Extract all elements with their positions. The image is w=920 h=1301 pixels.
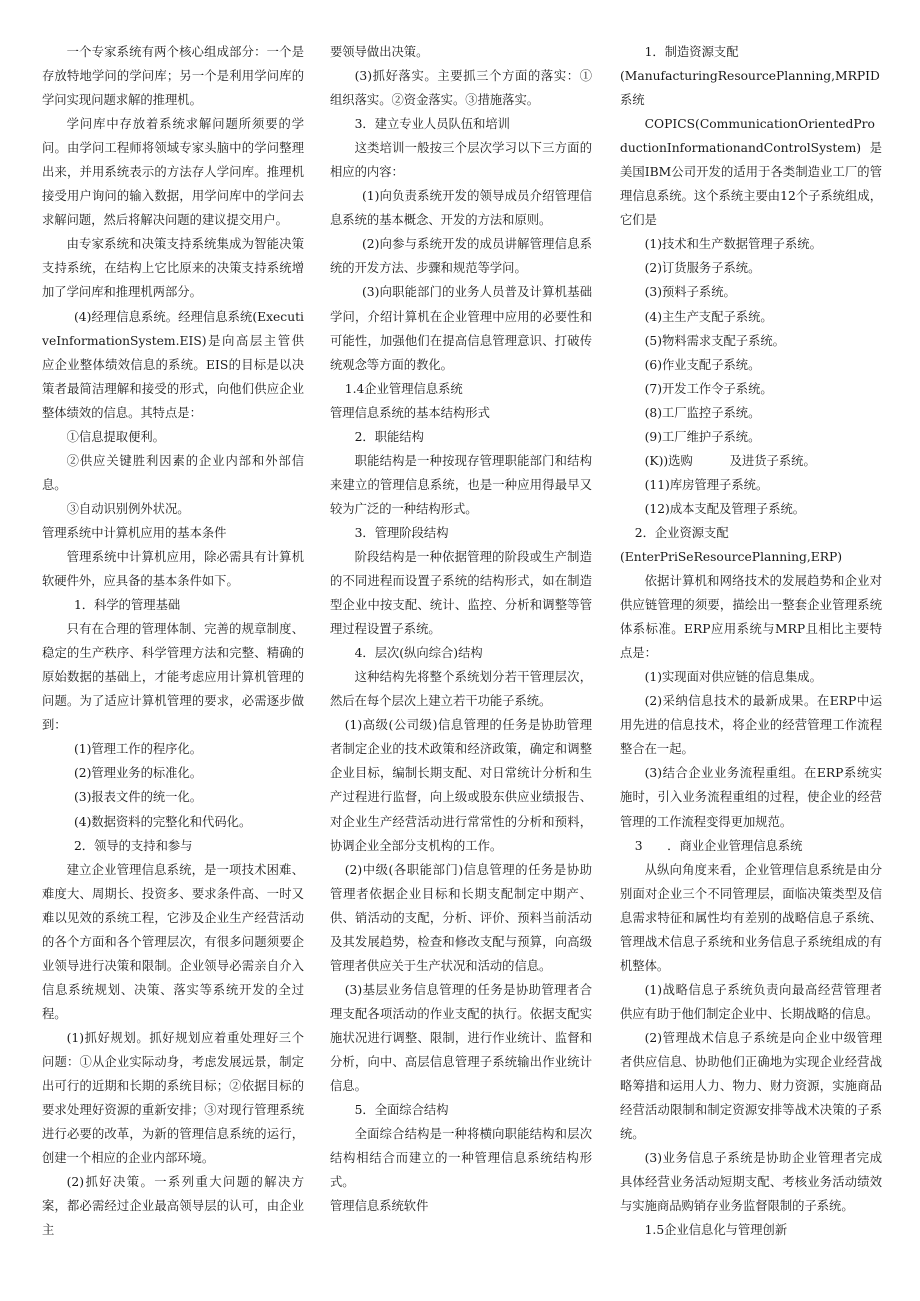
paragraph: 1.5企业信息化与管理创新 [644, 1223, 788, 1238]
paragraph: (2)抓好决策。一系列重大问题的解决方案，都必需经过企业最高领导层的认可，由企业主 [42, 1175, 304, 1238]
paragraph: 这类培训一般按三个层次学习以下三方面的相应的内容： [330, 141, 592, 180]
paragraph: (K))选购 及进货子系统。 [644, 453, 816, 468]
paragraph: (2)管理业务的标准化。 [73, 766, 203, 781]
paragraph: (2)管理战术信息子系统是向企业中级管理者供应信息、协助他们正确地为实现企业经营战略筹措和运用人力、物力、财力资源，实施商品经营活动限制和制定资源安排等战术决策的子系统。 [620, 1030, 882, 1142]
paragraph: 这种结构先将整个系统划分若干管理层次，然后在每个层次上建立若干功能子系统。 [330, 670, 592, 709]
paragraph: (3)抓好落实。主要抓三个方面的落实：①组织落实。②资金落实。③措施落实。 [330, 69, 592, 108]
paragraph: (4)数据资料的完整化和代码化。 [73, 814, 252, 829]
paragraph: (1)实现面对供应链的信息集成。 [644, 670, 822, 685]
paragraph: 2．职能结构 [354, 429, 424, 444]
paragraph: 只有在合理的管理体制、完善的规章制度、稳定的生产秩序、科学管理方法和完整、精确的原始数据的基础上，才能考虑应用计算机管理的问题。为了适应计算机管理的要求，必需逐步做到： [42, 622, 304, 733]
paragraph: 一个专家系统有两个核心组成部分：一个是存放特地学问的学问库；另一个是利用学问库的学问实现问题求解的推理机。 [42, 45, 304, 108]
paragraph: 阶段结构是一种依据管理的阶段或生产制造的不同进程而设置子系统的结构形式，如在制造型企业中按支配、统计、监控、分析和调整等管理过程设置子系统。 [330, 549, 592, 637]
paragraph: (7)开发工作令子系统。 [644, 381, 773, 396]
paragraph: (9)工厂维护子系统。 [644, 429, 761, 444]
paragraph: (2)采纳信息技术的最新成果。在ERP中运用先进的信息技术，将企业的经营管理工作流程整合在一起。 [620, 694, 882, 757]
paragraph: (3)结合企业业务流程重组。在ERP系统实施时，引入业务流程重组的过程，使企业的经营管理的工作流程变得更加规范。 [620, 766, 882, 829]
paragraph: 1．制造资源支配 [644, 45, 739, 59]
paragraph: ①信息提取便利。 [66, 429, 165, 444]
text-column-right [620, 40, 882, 1242]
paragraph: 1．科学的管理基础 [73, 598, 181, 613]
text-column-left [42, 40, 304, 1242]
paragraph: (ManufacturingResourcePlanning,MRPID系统 [620, 69, 880, 108]
paragraph: (1)向负责系统开发的领导成员介绍管理信息系统的基本概念、开发的方法和原则。 [330, 189, 592, 228]
paragraph: (8)工厂监控子系统。 [644, 405, 761, 420]
paragraph: 2．企业资源支配 [634, 525, 729, 540]
paragraph: (6)作业支配子系统。 [644, 357, 761, 372]
paragraph: 3．管理阶段结构 [354, 525, 449, 540]
paragraph: 由专家系统和决策支持系统集成为智能决策支持系统，在结构上它比原来的决策支持系统增加了学问库和推理机两部分。 [42, 237, 304, 300]
paragraph: 4．层次(纵向综合)结构 [354, 646, 483, 661]
paragraph: (3)业务信息子系统是协助企业管理者完成具体经营业务活动短期支配、考核业务活动绩效与实施商品购销存业务监督限制的子系统。 [620, 1151, 882, 1214]
text-column-middle [330, 40, 592, 1218]
paragraph: (3)报表文件的统一化。 [73, 790, 203, 805]
paragraph: 管理信息系统软件 [330, 1199, 429, 1214]
paragraph: 2．领导的支持和参与 [73, 838, 193, 853]
paragraph: 全面综合结构是一种将横向职能结构和层次结构相结合而建立的一种管理信息系统结构形式。 [330, 1127, 592, 1190]
paragraph: (4)主生产支配子系统。 [644, 309, 773, 324]
paragraph: (2)向参与系统开发的成员讲解管理信息系统的开发方法、步骤和规范等学问。 [330, 237, 592, 276]
paragraph: 5．全面综合结构 [354, 1103, 449, 1118]
paragraph: (2)订货服务子系统。 [644, 261, 761, 276]
paragraph: (EnterPriSeResourcePlanning,ERP) [620, 549, 843, 564]
paragraph: (2)中级(各职能部门)信息管理的任务是协助管理者依据企业目标和长期支配制定中期产、供、销活动的支配，分析、评价、预料当前活动及其发展趋势，检查和修改支配与预算，向高级管理者供应关于生产状况和活动的信息。 [330, 862, 592, 973]
paragraph: (1)管理工作的程序化。 [73, 742, 203, 757]
paragraph: 3 ．商业企业管理信息系统 [634, 838, 803, 853]
paragraph: 管理系统中计算机应用的基本条件 [42, 525, 227, 540]
paragraph: 从纵向角度来看，企业管理信息系统是由分别面对企业三个不同管理层，面临决策类型及信息需求特征和属性均有差别的战略信息子系统、管理战术信息子系统和业务信息子系统组成的有机整体。 [620, 862, 882, 973]
paragraph: (12)成本支配及管理子系统。 [644, 501, 806, 516]
paragraph: ②供应关键胜利因素的企业内部和外部信息。 [42, 453, 304, 492]
paragraph: (3)向职能部门的业务人员普及计算机基础学问，介绍计算机在企业管理中应用的必要性和可能性，加强他们在提高信息管理意识、打破传统观念等方面的教化。 [330, 285, 592, 372]
paragraph: (1)战略信息子系统负责向最高经营管理者供应有助于他们制定企业中、长期战略的信息。 [620, 982, 882, 1021]
paragraph: (3)预料子系统。 [644, 285, 736, 300]
paragraph: (1)高级(公司级)信息管理的任务是协助管理者制定企业的技术政策和经济政策，确定和调整企业目标，编制长期支配、对日常统计分析和生产过程进行监督，向上级或股东供应业绩报告、对企业生产经营活动进行常常性的分析和预料，协调企业全部分支机构的工作。 [330, 718, 592, 853]
paragraph: (11)库房管理子系统。 [644, 477, 769, 492]
paragraph: 建立企业管理信息系统，是一项技术困难、难度大、周期长、投资多、要求条件高、一时又难以见效的系统工程，它涉及企业生产经营活动的各个方面和各个管理层次，有很多问题须要企业领导进行决策和限制。企业领导必需亲自介入信息系统规划、决策、落实等系统开发的全过程。 [42, 862, 304, 1021]
paragraph: (1)技术和生产数据管理子系统。 [644, 237, 822, 252]
paragraph: (3)基层业务信息管理的任务是协助管理者合理支配各项活动的作业支配的执行。依据支配实施状况进行调整、限制，进行作业统计、监督和分析，向中、高层信息管理子系统输出作业统计信息。 [330, 982, 592, 1094]
paragraph: 管理信息系统的基本结构形式 [330, 405, 490, 420]
paragraph: ③自动识别例外状况。 [66, 501, 190, 516]
paragraph: 职能结构是一种按现存管理职能部门和结构来建立的管理信息系统，也是一种应用得最早又较为广泛的一种结构形式。 [330, 453, 592, 516]
paragraph: (1)抓好规划。抓好规划应着重处理好三个问题：①从企业实际动身，考虑发展远景，制定出可行的近期和长期的系统目标；②依据目标的要求处理好资源的重新安排；③对现行管理系统进行必要的改革，为新的管理信息系统的运行，创建一个相应的企业内部环境。 [42, 1030, 304, 1166]
paragraph: (4)经理信息系统。经理信息系统(ExecutiveInformationSystem.EIS)是向高层主管供应企业整体绩效信息的系统。EIS的目标是以决策者最简洁理解和接受的形式，向他们供应企业整体绩效的信息。其特点是： [42, 309, 304, 420]
paragraph: 3．建立专业人员队伍和培训 [354, 117, 510, 132]
paragraph: 学问库中存放着系统求解问题所须要的学问。由学问工程师将领域专家头脑中的学问整理出来，并用系统表示的方法存人学问库。推理机接受用户询问的输入数据，用学问库中的学问去求解问题，然后将解决问题的建议提交用户。 [42, 117, 304, 228]
paragraph: 1.4企业管理信息系统 [344, 381, 463, 396]
paragraph: COPICS(CommunicationOrientedProductionInformationandControlSystem)是美国IBM公司开发的适用于各类制造业工厂的管理信息系统。这个系统主要由12个子系统组成，它们是 [620, 117, 882, 228]
paragraph: 管理系统中计算机应用，除必需具有计算机软硬件外，应具备的基本条件如下。 [42, 549, 304, 589]
paragraph: 依据计算机和网络技术的发展趋势和企业对供应链管理的须要，描绘出一整套企业管理系统体系标准。ERP应用系统与MRP且相比主要特点是： [620, 574, 882, 661]
paragraph: (5)物料需求支配子系统。 [644, 333, 785, 348]
paragraph: 要领导做出决策。 [330, 45, 429, 59]
